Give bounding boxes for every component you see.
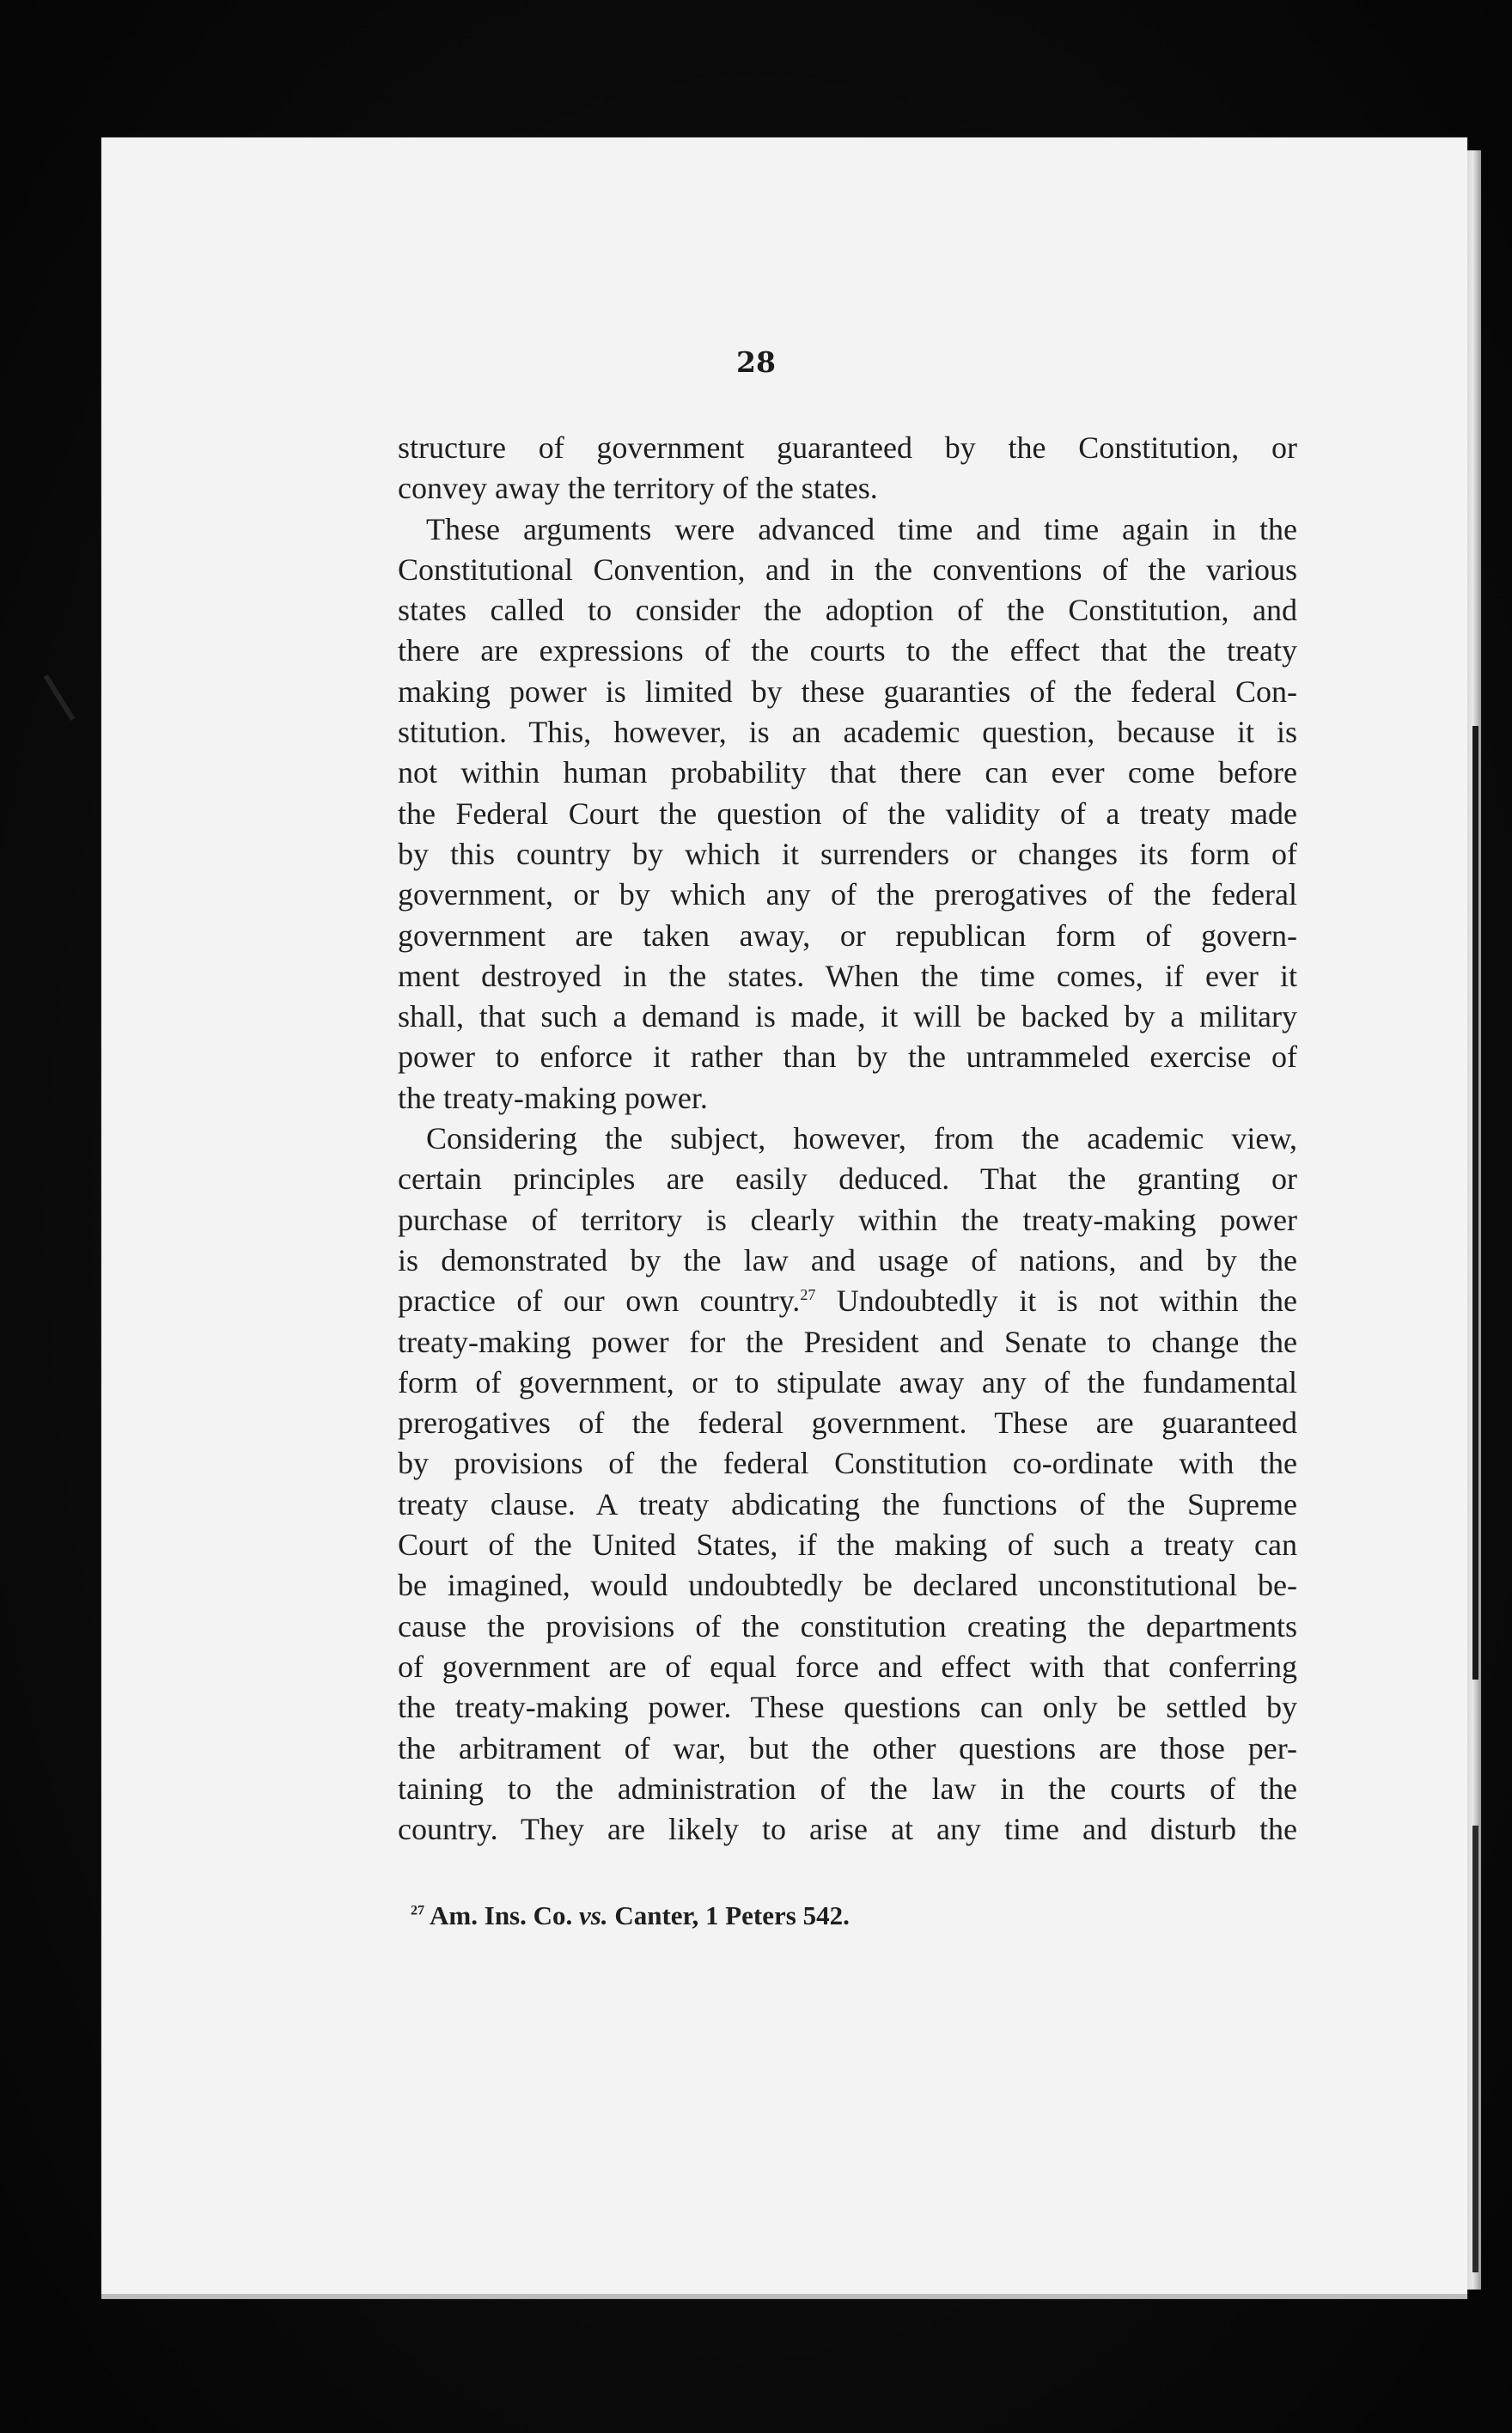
text-line [398,1322,1297,1363]
text-line-continuation: Undoubtedly it is not within the [815,1284,1297,1319]
text-line [398,428,1297,468]
page-edge [1467,150,1481,2290]
text-line-content: is demonstrated by the law and usage of nations, and by the [398,1242,1297,1277]
text-line-content: form of government, or to stipulate away any of the fundamental [398,1364,1297,1399]
text-line-content: stitution. This, however, is an academic question, because it is [398,715,1297,750]
text-line [398,1485,1297,1525]
body-text [398,428,1297,1850]
text-line-content: of government are of equal force and effect with that conferring [398,1649,1297,1684]
text-line [398,1525,1297,1565]
text-line-content: the treaty-making power. [398,1080,708,1115]
text-line-content: government are taken away, or republican form of govern- [398,918,1297,953]
text-line [398,1159,1297,1199]
footnote-marker: 27 [411,1903,424,1918]
text-line-content: Court of the United States, if the making of such a treaty can [398,1527,1297,1563]
text-line-content: not within human probability that there can ever come before [398,755,1297,790]
text-line-content: taining to the administration of the law in the courts of the [398,1771,1297,1806]
text-line-content: cause the provisions of the constitution creating the departments [398,1608,1297,1643]
footnote [411,1900,850,1931]
text-line-content: the arbitrament of war, but the other questions are those per- [398,1730,1297,1765]
text-line-content: there are expressions of the courts to the effect that the treaty [398,633,1297,668]
text-line-content: power to enforce it rather than by the untrammeled exercise of [398,1040,1297,1075]
text-line-content: the Federal Court the question of the validity of a treaty made [398,796,1297,831]
scan-artifact [44,674,76,721]
text-line-content: Considering the subject, however, from the academic view, [426,1121,1297,1156]
text-line-content: by provisions of the federal Constitution co-ordinate with the [398,1446,1297,1481]
text-line-content: making power is limited by these guaranties of the federal Con- [398,674,1297,709]
text-line-content: structure of government guaranteed by the Constitution, or [398,430,1297,465]
text-line [398,794,1297,834]
footnote-text-before: Am. Ins. Co. [424,1900,580,1930]
text-line [398,509,1297,550]
text-line-content: practice of our own country. [398,1284,801,1319]
text-line [398,550,1297,590]
text-line [398,1078,1297,1119]
text-line [398,916,1297,956]
text-line [398,1403,1297,1443]
text-line-content: the treaty-making power. These questions can only be settled by [398,1690,1297,1725]
text-line-content: purchase of territory is clearly within the treaty-making power [398,1202,1297,1237]
text-line [398,1729,1297,1769]
text-line [398,956,1297,997]
footnote-text-after: Canter, 1 Peters 542. [607,1900,850,1930]
text-line [398,631,1297,671]
text-line-content: certain principles are easily deduced. That the granting or [398,1162,1297,1197]
text-line [398,1037,1297,1077]
text-line-content: convey away the territory of the states. [398,471,878,506]
text-line-content: country. They are likely to arise at any time and disturb the [398,1812,1297,1847]
text-line [398,1119,1297,1159]
text-line-content: treaty clause. A treaty abdicating the functions of the Supreme [398,1486,1297,1521]
page-number: 28 [736,345,776,379]
text-line-content: government, or by which any of the prerogatives of the federal [398,877,1297,912]
text-line [398,1565,1297,1606]
text-line [398,590,1297,631]
text-line [398,997,1297,1037]
text-line [398,672,1297,712]
text-line [398,1281,1297,1321]
text-line [398,468,1297,509]
text-line-content: ment destroyed in the states. When the time comes, if ever it [398,958,1297,993]
text-line-content: shall, that such a demand is made, it will be backed by a military [398,999,1297,1034]
text-line [398,1200,1297,1241]
footnote-reference: 27 [800,1286,816,1304]
text-line [398,1769,1297,1809]
text-line-content: Constitutional Convention, and in the conventions of the various [398,552,1297,587]
text-line [398,1809,1297,1850]
text-line [398,834,1297,875]
text-line-content: be imagined, would undoubtedly be declared unconstitutional be- [398,1568,1297,1603]
text-line [398,1363,1297,1403]
text-line-content: prerogatives of the federal government. These are guaranteed [398,1406,1297,1441]
text-line [398,753,1297,793]
text-line [398,1647,1297,1687]
text-line [398,875,1297,915]
text-line [398,1607,1297,1647]
text-line-content: states called to consider the adoption of the Constitution, and [398,593,1297,628]
text-line [398,1687,1297,1728]
text-line-content: by this country by which it surrenders or changes its form of [398,836,1297,871]
text-line [398,712,1297,753]
text-line [398,1443,1297,1484]
text-line-content: These arguments were advanced time and time again in the [426,511,1297,546]
text-line [398,1241,1297,1281]
footnote-italic: vs. [579,1900,608,1930]
text-line-content: treaty-making power for the President and Senate to change the [398,1324,1297,1359]
